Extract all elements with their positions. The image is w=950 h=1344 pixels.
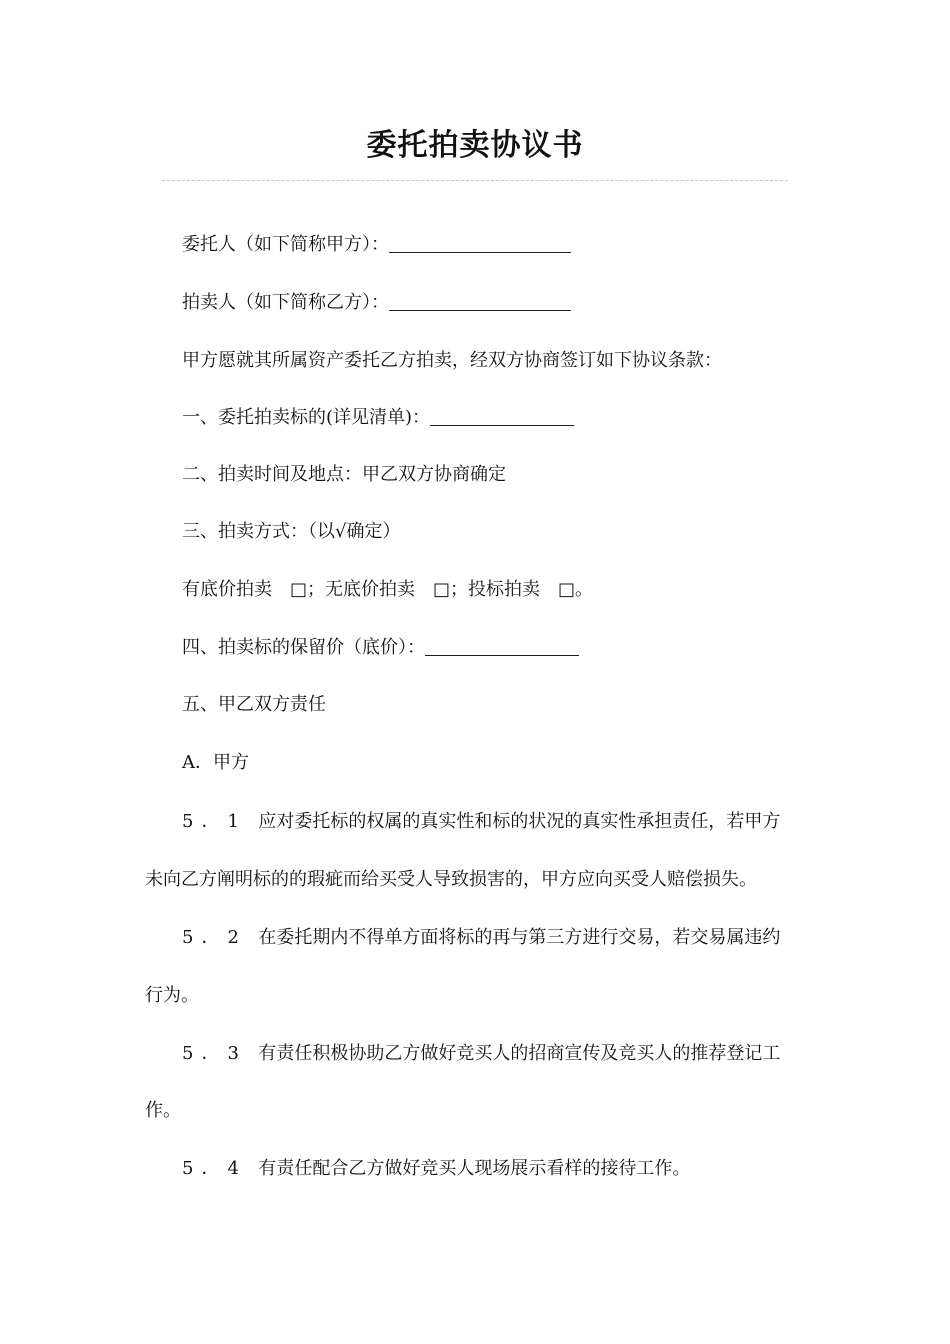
item4-label: 四、拍卖标的保留价（底价）： [182,637,425,658]
clause-5-3-number: 5．3 [182,1043,247,1064]
item4-line [182,635,579,661]
item1-label: 一、委托拍卖标的(详见清单)： [182,407,431,428]
document-title: 委托拍卖协议书 [366,128,584,163]
clause-5-4-line1 [182,1156,690,1182]
party-a-heading: A．甲方 [182,752,249,773]
clause-5-4-text: 有责任配合乙方做好竞买人现场展示看样的接待工作。 [258,1158,691,1179]
auctioneer-label: 拍卖人（如下简称乙方）： [182,292,389,313]
clause-5-2-number: 5．2 [182,927,247,948]
clause-5-2-text: 在委托期内不得单方面将标的再与第三方进行交易，若交易属违约 [258,927,781,948]
clause-5-1-line2: 未向乙方阐明标的的瑕疵而给买受人导致损害的，甲方应向买受人赔偿损失。 [145,869,757,890]
clause-5-2-line2: 行为。 [145,985,199,1006]
item3-line: 三、拍卖方式：（以√确定） [182,521,401,542]
method-reserve-label: 有底价拍卖 [182,579,272,600]
clause-5-1-line1 [182,809,780,835]
method-no-reserve-label: ；无底价拍卖 [307,579,416,600]
methods-end-punct: 。 [575,579,594,600]
clause-5-1-text: 应对委托标的权属的真实性和标的状况的真实性承担责任，若甲方 [258,811,781,832]
title-divider [162,180,788,181]
clause-5-3-text: 有责任积极协助乙方做好竞买人的招商宣传及竞买人的推荐登记工 [258,1043,781,1064]
auction-methods-line [182,577,593,603]
principal-label: 委托人（如下简称甲方）： [182,234,389,255]
auctioneer-line [182,290,571,316]
principal-line [182,232,571,258]
method-reserve-checkbox[interactable]: □ [290,579,308,600]
item1-blank[interactable] [430,407,574,426]
clause-5-2-line1 [182,925,780,951]
method-tender-checkbox[interactable]: □ [558,579,576,600]
item5-line: 五、甲乙双方责任 [182,694,326,715]
auctioneer-blank[interactable] [389,292,571,311]
clause-5-3-line1 [182,1041,780,1067]
clause-5-4-number: 5．4 [182,1158,247,1179]
item1-line [182,405,574,431]
method-no-reserve-checkbox[interactable]: □ [433,579,451,600]
reserve-price-blank[interactable] [425,637,579,656]
intro-paragraph: 甲方愿就其所属资产委托乙方拍卖，经双方协商签订如下协议条款： [182,350,722,371]
principal-blank[interactable] [389,234,571,253]
clause-5-1-number: 5．1 [182,811,247,832]
item2-line: 二、拍卖时间及地点：甲乙双方协商确定 [182,464,506,485]
method-tender-label: ；投标拍卖 [450,579,541,600]
clause-5-3-line2: 作。 [145,1100,181,1121]
